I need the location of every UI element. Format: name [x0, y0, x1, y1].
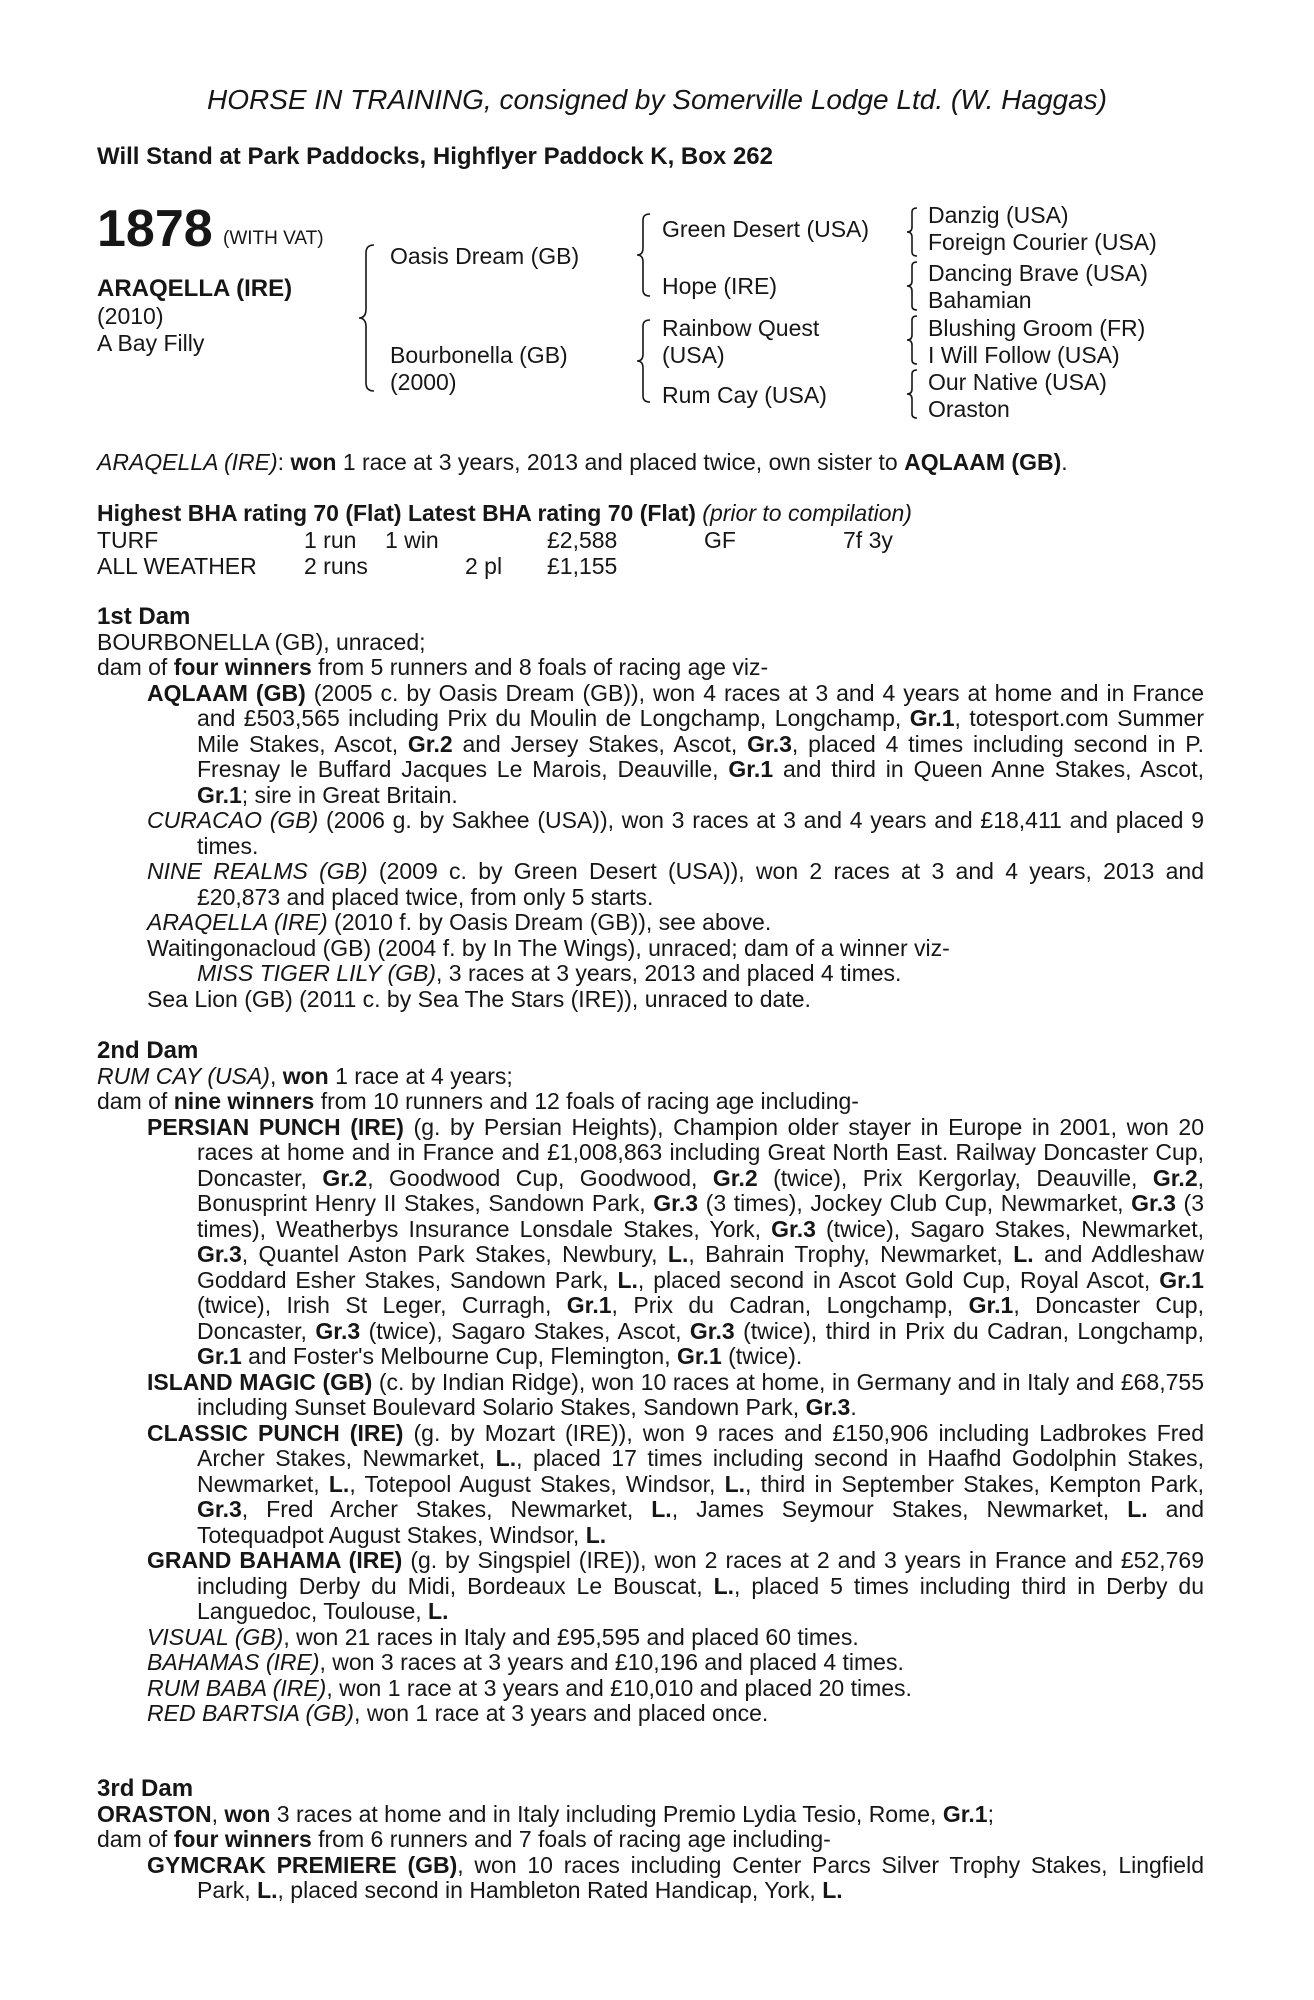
pedigree-dam-dam: Rum Cay (USA)	[662, 382, 827, 408]
pedigree-brace-g1	[907, 206, 923, 260]
pedigree-sire-sire: Green Desert (USA)	[662, 216, 870, 242]
pedigree-g5: Blushing Groom (FR)	[928, 315, 1146, 341]
produce-classic-punch: CLASSIC PUNCH (IRE) (g. by Mozart (IRE)), won 9 races and £150,906 including Ladbrokes Fred Archer Stakes, Newmarket, L., placed 17 times including second in Haafhd Godolphin Stakes, Newmarket, L., Totepool August Stakes, Windsor, L., third in September Stakes, Kempton Park, Gr.3, Fred Archer Stakes, Newmarket, L., James Seymour Stakes, Newmarket, L. and Totequadpot August Stakes, Windsor, L.	[147, 1419, 1205, 1548]
pedigree-dam-sire-country: (USA)	[662, 342, 725, 368]
aw-prize: £1,155	[547, 553, 618, 579]
third-dam-heading: 3rd Dam	[97, 1775, 194, 1802]
produce-sea-lion: Sea Lion (GB) (2011 c. by Sea The Stars (IRE)), unraced to date.	[147, 985, 811, 1012]
pedigree-brace-g4	[907, 368, 923, 422]
pedigree-sire: Oasis Dream (GB)	[390, 243, 580, 269]
produce-island-magic: ISLAND MAGIC (GB) (c. by Indian Ridge), won 10 races at home, in Germany and in Italy and £68,755 including Sunset Boulevard Solario Stakes, Sandown Park, Gr.3.	[147, 1368, 1204, 1420]
produce-miss-tiger-lily: MISS TIGER LILY (GB), 3 races at 3 years, 2013 and placed 4 times.	[197, 960, 902, 986]
produce-nine-realms: NINE REALMS (GB) (2009 c. by Green Desert (USA)), won 2 races at 3 and 4 years, 2013 and £20,873 and placed twice, from only 5 starts.	[147, 858, 1204, 910]
pedigree-g3: Dancing Brave (USA)	[928, 260, 1148, 286]
produce-waitingonacloud: Waitingonacloud (GB) (2004 f. by In The Wings), unraced; dam of a winner viz-	[147, 934, 950, 961]
produce-red-bartsia: RED BARTSIA (GB), won 1 race at 3 years and placed once.	[147, 1700, 769, 1726]
horse-name: ARAQELLA (IRE)	[97, 275, 293, 302]
third-dam-section	[97, 1776, 1204, 1904]
pedigree-g7: Our Native (USA)	[928, 369, 1107, 395]
pedigree-dam-year: (2000)	[390, 369, 457, 395]
lot-number: 1878	[97, 200, 213, 258]
pedigree-g2: Foreign Courier (USA)	[928, 229, 1157, 255]
vat-note: (WITH VAT)	[223, 228, 324, 249]
second-dam-produce-summary: dam of nine winners from 10 runners and 12 foals of racing age including-	[97, 1088, 859, 1114]
second-dam-name: RUM CAY (USA), won 1 race at 4 years;	[97, 1062, 513, 1089]
summary-sister: AQLAAM (GB)	[904, 449, 1062, 475]
pedigree-brace-g3	[907, 314, 923, 368]
produce-visual: VISUAL (GB), won 21 races in Italy and £95,595 and placed 60 times.	[147, 1623, 859, 1650]
pedigree-dam: Bourbonella (GB)	[390, 342, 568, 368]
pedigree-brace-sire	[638, 212, 658, 302]
second-dam-section	[97, 1038, 1204, 1727]
produce-gymcrak-premiere: GYMCRAK PREMIERE (GB), won 10 races including Center Parcs Silver Trophy Stakes, Lingfield Park, L., placed second in Hambleton Rated Handicap, York, L.	[147, 1851, 1204, 1903]
pedigree-brace-main	[362, 243, 382, 393]
pedigree-g8: Oraston	[928, 396, 1010, 422]
aw-placed: 2 pl	[465, 553, 503, 579]
pedigree-brace-g2	[907, 260, 923, 314]
produce-aqlaam: AQLAAM (GB) (2005 c. by Oasis Dream (GB)), won 4 races at 3 and 4 years at home and in France and £503,565 including Prix du Moulin de Longchamp, Longchamp, Gr.1, totesport.com Summer Mile Stakes, Ascot, Gr.2 and Jersey Stakes, Ascot, Gr.3, placed 4 times including second in P. Fresnay le Buffard Jacques Le Marois, Deauville, Gr.1 and third in Queen Anne Stakes, Ascot, Gr.1; sire in Great Britain.	[147, 679, 1204, 808]
turf-going: GF	[704, 527, 736, 553]
pedigree-brace-dam	[638, 318, 658, 408]
pedigree-sire-dam: Hope (IRE)	[662, 273, 778, 299]
horse-description: A Bay Filly	[97, 330, 205, 356]
first-dam-section	[97, 604, 1204, 1012]
produce-curacao: CURACAO (GB) (2006 g. by Sakhee (USA)), won 3 races at 3 and 4 years and £18,411 and placed 9 times.	[147, 807, 1205, 859]
pedigree-g6: I Will Follow (USA)	[928, 342, 1120, 368]
aw-label: ALL WEATHER	[97, 553, 257, 579]
third-dam-produce-summary: dam of four winners from 6 runners and 7 foals of racing age including-	[97, 1826, 831, 1852]
produce-rum-baba: RUM BABA (IRE), won 1 race at 3 years and £10,010 and placed 20 times.	[147, 1674, 912, 1701]
bha-ratings: Highest BHA rating 70 (Flat) Latest BHA rating 70 (Flat) (prior to compilation)	[97, 500, 912, 526]
summary-horse-name: ARAQELLA (IRE)	[97, 449, 278, 475]
produce-araqella: ARAQELLA (IRE) (2010 f. by Oasis Dream (GB)), see above.	[147, 909, 772, 935]
first-dam-name: BOURBONELLA (GB), unraced;	[97, 628, 426, 655]
produce-persian-punch: PERSIAN PUNCH (IRE) (g. by Persian Heights), Champion older stayer in Europe in 2001, won 20 races at home and in France and £1,008,863 including Great North East. Railway Doncaster Cup, Doncaster, Gr.2, Goodwood Cup, Goodwood, Gr.2 (twice), Prix Kergorlay, Deauville, Gr.2, Bonusprint Henry II Stakes, Sandown Park, Gr.3 (3 times), Jockey Club Cup, Newmarket, Gr.3 (3 times), Weatherbys Insurance Lonsdale Stakes, York, Gr.3 (twice), Sagaro Stakes, Newmarket, Gr.3, Quantel Aston Park Stakes, Newbury, L., Bahrain Trophy, Newmarket, L. and Addleshaw Goddard Esher Stakes, Sandown Park, L., placed second in Ascot Gold Cup, Royal Ascot, Gr.1 (twice), Irish St Leger, Curragh, Gr.1, Prix du Cadran, Longchamp, Gr.1, Doncaster Cup, Doncaster, Gr.3 (twice), Sagaro Stakes, Ascot, Gr.3 (twice), third in Prix du Cadran, Longchamp, Gr.1 and Foster's Melbourne Cup, Flemington, Gr.1 (twice).	[147, 1113, 1205, 1369]
turf-label: TURF	[97, 527, 159, 553]
aw-runs: 2 runs	[304, 553, 368, 579]
third-dam-name: ORASTON, won 3 races at home and in Italy including Premio Lydia Tesio, Rome, Gr.1;	[97, 1800, 994, 1827]
produce-grand-bahama: GRAND BAHAMA (IRE) (g. by Singspiel (IRE)), won 2 races at 2 and 3 years in France and £52,769 including Derby du Midi, Bordeaux Le Bouscat, L., placed 5 times including third in Derby du Languedoc, Toulouse, L.	[147, 1547, 1205, 1624]
horse-year: (2010)	[97, 303, 164, 329]
turf-wins: 1 win	[385, 527, 439, 553]
pedigree-g4: Bahamian	[928, 287, 1032, 313]
turf-distance: 7f 3y	[843, 527, 893, 553]
turf-prize: £2,588	[547, 527, 618, 553]
pedigree-g1: Danzig (USA)	[928, 202, 1069, 228]
produce-bahamas: BAHAMAS (IRE), won 3 races at 3 years and £10,196 and placed 4 times.	[147, 1649, 904, 1675]
stand-location: Will Stand at Park Paddocks, Highflyer Paddock K, Box 262	[97, 143, 773, 170]
page-header: HORSE IN TRAINING, consigned by Somerville Lodge Ltd. (W. Haggas)	[207, 84, 1107, 115]
pedigree-dam-sire: Rainbow Quest	[662, 315, 820, 341]
second-dam-heading: 2nd Dam	[97, 1037, 199, 1064]
first-dam-heading: 1st Dam	[97, 603, 191, 630]
first-dam-produce-summary: dam of four winners from 5 runners and 8 foals of racing age viz-	[97, 654, 769, 680]
turf-runs: 1 run	[304, 527, 357, 553]
race-summary: ARAQELLA (IRE): won 1 race at 3 years, 2013 and placed twice, own sister to AQLAAM (GB).	[97, 449, 1068, 475]
